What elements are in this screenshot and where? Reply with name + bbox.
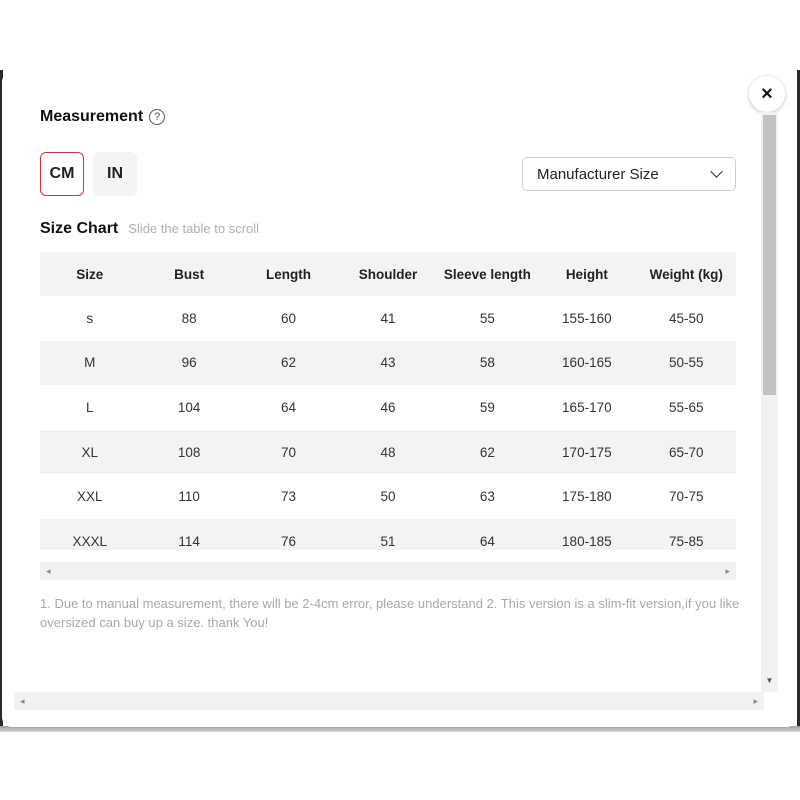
table-cell: XXXL <box>40 519 139 550</box>
table-cell: 175-180 <box>562 489 612 505</box>
column-header: Length <box>239 252 338 296</box>
table-cell: s <box>86 310 94 326</box>
modal-scrollbar-thumb[interactable] <box>763 115 776 395</box>
table-cell: 45-50 <box>669 310 704 326</box>
table-row <box>40 519 736 550</box>
column-header: Weight (kg) <box>637 252 736 296</box>
table-row <box>40 430 736 475</box>
table-cell: 104 <box>177 399 201 415</box>
table-cell: 160-165 <box>537 341 636 386</box>
size-chart-heading <box>40 220 259 238</box>
table-cell: M <box>40 341 139 386</box>
scroll-hint: Slide the table to scroll <box>128 221 260 236</box>
table-cell: 55-65 <box>669 399 704 415</box>
table-cell: 51 <box>338 519 437 550</box>
table-cell: 43 <box>338 341 437 386</box>
scroll-left-arrow-icon[interactable]: ◂ <box>46 565 51 576</box>
help-icon[interactable]: ? <box>149 109 165 125</box>
table-cell: 48 <box>338 430 437 475</box>
table-row <box>40 341 736 386</box>
unit-toggle-cm[interactable]: CM <box>40 152 84 196</box>
table-cell: 180-185 <box>537 519 636 550</box>
table-cell: 73 <box>281 489 297 505</box>
column-header: Sleeve length <box>438 252 537 296</box>
table-cell: 64 <box>438 519 537 550</box>
table-cell: 70-75 <box>669 489 704 505</box>
table-cell: 50 <box>380 489 396 505</box>
column-header: Bust <box>139 252 238 296</box>
table-row <box>40 385 736 430</box>
table-cell: 114 <box>139 519 238 550</box>
scroll-left-arrow-icon[interactable]: ◂ <box>20 695 25 706</box>
size-chart-title: Size Chart <box>40 220 119 237</box>
column-header: Shoulder <box>338 252 437 296</box>
modal-title: Measurement <box>40 108 144 125</box>
size-table-container[interactable] <box>40 252 736 550</box>
table-cell: 55 <box>479 310 495 326</box>
scroll-right-arrow-icon[interactable]: ▸ <box>725 565 730 576</box>
table-cell: 63 <box>479 489 495 505</box>
table-cell: 155-160 <box>562 310 612 326</box>
size-type-value: Manufacturer Size <box>537 165 659 183</box>
table-row <box>40 296 736 341</box>
modal-horizontal-scrollbar[interactable] <box>14 692 764 710</box>
table-cell: 65-70 <box>637 430 736 475</box>
table-cell: 59 <box>479 399 495 415</box>
size-table <box>40 252 736 550</box>
scroll-down-arrow-icon[interactable]: ▼ <box>765 676 774 685</box>
table-horizontal-scrollbar[interactable] <box>40 562 736 580</box>
table-cell: 88 <box>181 310 197 326</box>
table-cell: 96 <box>139 341 238 386</box>
unit-toggle-in[interactable]: IN <box>93 152 137 196</box>
table-cell: 60 <box>281 310 297 326</box>
table-row <box>40 474 736 519</box>
size-type-select[interactable] <box>522 157 736 191</box>
chevron-down-icon <box>710 165 723 178</box>
table-cell: 58 <box>438 341 537 386</box>
table-cell: 50-55 <box>637 341 736 386</box>
table-cell: 75-85 <box>637 519 736 550</box>
table-cell: 62 <box>239 341 338 386</box>
scroll-right-arrow-icon[interactable]: ▸ <box>753 695 758 706</box>
table-cell: 46 <box>380 399 396 415</box>
table-cell: 108 <box>139 430 238 475</box>
table-cell: 62 <box>438 430 537 475</box>
close-icon: × <box>761 82 773 105</box>
table-cell: 110 <box>178 489 200 505</box>
table-cell: 170-175 <box>537 430 636 475</box>
table-cell: XL <box>40 430 139 475</box>
close-button[interactable] <box>749 76 785 112</box>
table-cell: 165-170 <box>562 399 612 415</box>
column-header: Size <box>40 252 139 296</box>
table-header-row <box>40 252 736 296</box>
table-cell: 70 <box>239 430 338 475</box>
table-cell: 76 <box>239 519 338 550</box>
measurement-note: 1. Due to manual measurement, there will be 2-4cm error, please understand 2. This version is a slim-fit version,if you like oversized can buy up a size. thank You! <box>40 596 740 630</box>
table-cell: 41 <box>380 310 396 326</box>
measurement-header <box>40 108 165 126</box>
table-cell: 64 <box>281 399 297 415</box>
column-header: Height <box>537 252 636 296</box>
table-cell: XXL <box>76 489 103 505</box>
table-cell: L <box>85 399 94 415</box>
